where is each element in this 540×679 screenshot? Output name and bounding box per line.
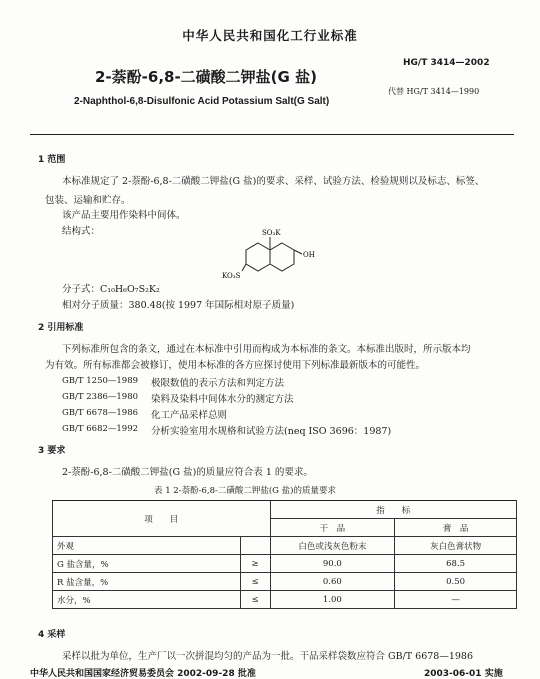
section-2-heading: 2 引用标准 [38,323,84,333]
ref-para-line1: 下列标准所包含的条文，通过在本标准中引用而构成为本标准的条文。本标准出版时，所示版本均 [62,344,471,355]
section-1-heading: 1 范围 [38,155,66,165]
quality-table [52,500,517,609]
scope-para-line1: 本标准规定了 2-萘酚-6,8-二磺酸二钾盐(G 盐)的要求、采样、试验方法、检验规则以及标志、标签、 [62,176,485,187]
label-so3k-left: KO₃S [222,272,241,280]
english-title: 2-Naphthol-6,8-Disulfonic Acid Potassium Salt(G Salt) [74,96,330,107]
row-paste-value: 68.5 [395,555,517,573]
requirements-para: 2-萘酚-6,8-二磺酸二钾盐(G 盐)的质量应符合表 1 的要求。 [62,467,313,478]
usage-para: 该产品主要用作染料中间体。 [62,210,186,221]
molecular-formula: 分子式：C₁₀H₆O₇S₂K₂ [62,284,160,295]
ref-code: GB/T 1250—1989 [62,376,139,386]
ring-right [270,243,294,271]
bond-oh [294,250,302,254]
ring-left [246,243,270,271]
row-dry-value: 0.60 [270,573,395,591]
row-operator: ≤ [240,573,270,591]
scope-para-line2: 包装、运输和贮存。 [45,195,131,206]
row-operator [240,537,270,555]
label-oh: OH [303,251,315,259]
table-caption: 表 1 2-萘酚-6,8-二磺酸二钾盐(G 盐)的质量要求 [154,486,336,496]
row-item: G 盐含量，% [53,555,241,573]
section-3-heading: 3 要求 [38,446,66,456]
standard-body-title: 中华人民共和国化工行业标准 [182,28,358,43]
table-row [53,573,517,591]
approval-footer: 中华人民共和国国家经济贸易委员会 2002-09-28 批准 [30,669,256,679]
ref-title: 极限数值的表示方法和判定方法 [151,378,285,389]
table-row [53,555,517,573]
section-4-heading: 4 采样 [38,630,66,640]
table-row [53,537,517,555]
row-paste-value: 0.50 [395,573,517,591]
header-paste: 膏 品 [395,519,517,537]
row-dry-value: 90.0 [270,555,395,573]
molecular-weight: 相对分子质量：380.48(按 1997 年国际相对原子质量) [62,300,295,311]
ref-code: GB/T 2386—1980 [62,392,139,402]
chinese-title: 2-萘酚-6,8-二磺酸二钾盐(G 盐) [95,68,317,86]
ref-title: 染料及染料中间体水分的测定方法 [151,394,294,405]
header-index: 指 标 [270,501,517,519]
row-item: 水分，% [53,591,241,609]
row-operator: ≤ [240,591,270,609]
row-item: R 盐含量，% [53,573,241,591]
header-rule [30,134,514,135]
ref-code: GB/T 6678—1986 [62,408,139,418]
ref-title: 分析实验室用水规格和试验方法(neq ISO 3696：1987) [151,426,392,437]
effective-date-footer: 2003-06-01 实施 [424,669,503,679]
row-operator: ≥ [240,555,270,573]
header-item: 项 目 [53,501,271,537]
table-row [53,591,517,609]
row-dry-value: 白色或浅灰色粉末 [270,537,395,555]
row-item: 外观 [53,537,241,555]
ref-para-line2: 为有效。所有标准都会被修订，使用本标准的各方应探讨使用下列标准最新版本的可能性。 [45,360,426,371]
row-dry-value: 1.00 [270,591,395,609]
sampling-para: 采样以批为单位，生产厂以一次拼混均匀的产品为一批。干品采样袋数应符合 GB/T 6678—1986 [62,651,474,662]
bond-so3k-left [242,264,246,271]
standard-code: HG/T 3414—2002 [403,58,490,68]
structural-formula-diagram [220,225,330,280]
label-so3k-top: SO₃K [262,229,281,237]
structure-label: 结构式： [62,226,101,237]
ref-title: 化工产品采样总则 [151,410,228,421]
ref-code: GB/T 6682—1992 [62,424,139,434]
row-paste-value: — [395,591,517,609]
header-dry: 干 品 [270,519,395,537]
replaces-note: 代替 HG/T 3414—1990 [388,87,480,96]
row-paste-value: 灰白色膏状物 [395,537,517,555]
